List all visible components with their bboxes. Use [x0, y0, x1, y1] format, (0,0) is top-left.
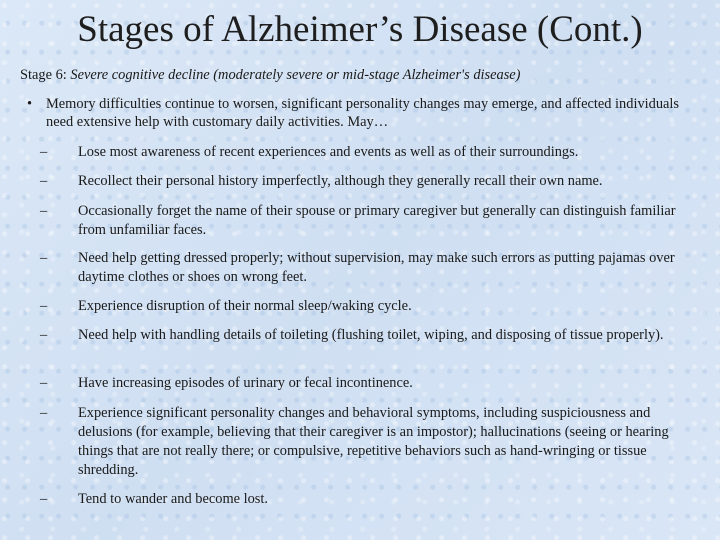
- dash-mark: –: [40, 491, 48, 507]
- dash-mark: –: [40, 173, 48, 189]
- sub-item-text: Lose most awareness of recent experiences and events as well as of their surroundings.: [78, 144, 579, 160]
- sub-item-text: Experience significant personality changes and behavioral symptoms, including suspiciousness and delusions (for example, believing that their caregiver is an impostor); hallucinations (seeing or hearing things that are not really there; or compulsive, repetitive behaviors such as hand-wringing or tissue shredding.: [78, 405, 669, 478]
- sub-item: [40, 297, 700, 316]
- sub-item-text: Tend to wander and become lost.: [78, 491, 269, 507]
- sub-item-text: Occasionally forget the name of their spouse or primary caregiver but generally can distinguish familiar from unfamiliar faces.: [78, 203, 676, 238]
- dash-mark: –: [40, 298, 48, 314]
- sub-item: [40, 202, 700, 240]
- dash-mark: –: [40, 327, 48, 343]
- sub-item: [40, 490, 700, 509]
- sub-item-text: Experience disruption of their normal sleep/waking cycle.: [78, 298, 412, 314]
- sub-item-text: Need help with handling details of toileting (flushing toilet, wiping, and disposing of tissue properly).: [78, 327, 664, 343]
- stage-label: Stage 6:: [20, 67, 67, 83]
- sub-item: [40, 172, 700, 191]
- sub-item: [40, 326, 700, 345]
- bullet-mark: •: [27, 96, 33, 112]
- sub-item: [40, 249, 700, 287]
- sub-item: [40, 374, 700, 393]
- dash-mark: –: [40, 203, 48, 219]
- stage-description: Severe cognitive decline (moderately severe or mid-stage Alzheimer's disease): [70, 67, 521, 83]
- dash-mark: –: [40, 250, 48, 266]
- sub-item-text: Recollect their personal history imperfectly, although they generally recall their own name.: [78, 173, 603, 189]
- sub-item: [40, 143, 700, 162]
- sub-item: [40, 404, 700, 480]
- bullet-text: Memory difficulties continue to worsen, significant personality changes may emerge, and affected individuals need extensive help with customary daily activities. May…: [46, 96, 680, 130]
- sub-item-text: Need help getting dressed properly; without supervision, may make such errors as putting pajamas over daytime clothes or shoes on wrong feet.: [78, 250, 675, 285]
- dash-mark: –: [40, 405, 48, 421]
- sub-item-text: Have increasing episodes of urinary or fecal incontinence.: [78, 375, 413, 391]
- dash-mark: –: [40, 375, 48, 391]
- main-bullet: [20, 95, 700, 131]
- slide-title: Stages of Alzheimer’s Disease (Cont.): [77, 9, 643, 50]
- stage-heading: [20, 66, 710, 84]
- dash-mark: –: [40, 144, 48, 160]
